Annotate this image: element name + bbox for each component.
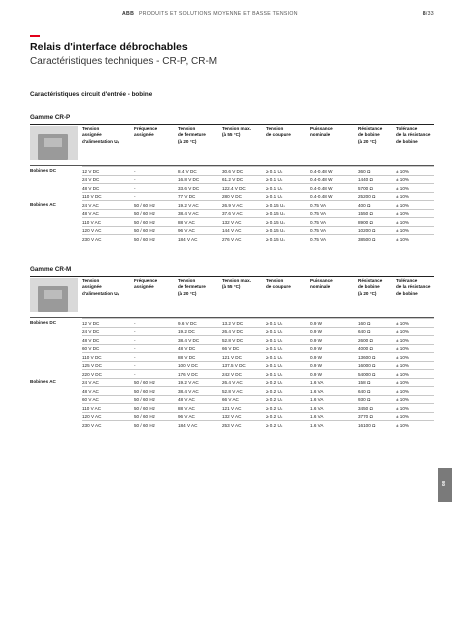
table-cell: 48 V AC xyxy=(178,397,195,403)
table-cell: 48 V DC xyxy=(82,337,100,343)
table-cell: 50 / 60 Hz xyxy=(134,405,155,411)
table-cell: 26.4 V AC xyxy=(222,380,243,386)
table-cell: 19.2 V AC xyxy=(178,380,199,386)
table-cell: 0.9 W xyxy=(310,346,322,352)
table-cell: 110 V AC xyxy=(82,405,102,411)
table-cell: ± 10% xyxy=(396,168,409,174)
table-cell: 0.4-0.48 W xyxy=(310,194,333,200)
table-cell: 38.4 V AC xyxy=(178,211,199,217)
table-cell: ≥ 0.1 Uₛ xyxy=(266,185,283,191)
table-cell: 66 V AC xyxy=(222,397,239,403)
table-cell: 2600 Ω xyxy=(358,337,373,343)
accent-bar xyxy=(30,35,40,37)
table-cell: - xyxy=(134,320,136,326)
table-cell: 110 V DC xyxy=(82,354,102,360)
table-cell: 144 V AC xyxy=(222,228,242,234)
table-cell: - xyxy=(134,371,136,377)
table-cell: ± 10% xyxy=(396,380,409,386)
table-cell: ≥ 0.1 Uₛ xyxy=(266,363,283,369)
table-cell: 66 V DC xyxy=(222,346,240,352)
crp-title: Gamme CR-P xyxy=(30,114,71,121)
table-cell: 1.6 VA xyxy=(310,380,324,386)
table-cell: ± 10% xyxy=(396,371,409,377)
page-title: Relais d'interface débrochables xyxy=(30,41,188,53)
table-cell: 37.6 V AC xyxy=(222,211,243,217)
column-header: Tension assignée d'alimentation Uₛ xyxy=(82,126,120,144)
table-cell: ± 10% xyxy=(396,219,409,225)
table-cell: 242 V DC xyxy=(222,371,242,377)
table-cell: 137.5 V DC xyxy=(222,363,246,369)
table-cell: 122.4 V DC xyxy=(222,185,246,191)
column-header: Tension de fermeture (à 20 °C) xyxy=(178,126,206,144)
table-cell: ± 10% xyxy=(396,346,409,352)
table-cell: ≥ 0.1 Uₛ xyxy=(266,354,283,360)
table-cell: 120 V AC xyxy=(82,228,102,234)
table-cell: 0.9 W xyxy=(310,354,322,360)
table-cell: ± 10% xyxy=(396,236,409,242)
table-cell: ± 10% xyxy=(396,354,409,360)
table-cell: 1440 Ω xyxy=(358,177,373,183)
table-cell: ≥ 0.15 Uₛ xyxy=(266,228,286,234)
table-cell: 48 V DC xyxy=(178,346,196,352)
table-cell: 158 Ω xyxy=(358,380,371,386)
table-cell: ± 10% xyxy=(396,177,409,183)
table-cell: ≥ 0.2 Uₛ xyxy=(266,380,283,386)
table-cell: ± 10% xyxy=(396,228,409,234)
section-heading: Caractéristiques circuit d'entrée - bobine xyxy=(30,91,153,98)
table-cell: 100 V DC xyxy=(178,363,198,369)
table-cell: 50 / 60 Hz xyxy=(134,388,155,394)
table-cell: 12 V DC xyxy=(82,320,100,326)
table-cell: 77 V DC xyxy=(178,194,196,200)
table-cell: ≥ 0.15 Uₛ xyxy=(266,219,286,225)
table-cell: ± 10% xyxy=(396,422,409,428)
table-cell: 30.6 V DC xyxy=(222,168,244,174)
table-cell: ± 10% xyxy=(396,337,409,343)
column-header: Puissance nominale xyxy=(310,126,333,138)
table-cell: 8.4 V DC xyxy=(178,168,197,174)
table-cell: 24 V DC xyxy=(82,329,100,335)
table-cell: 38500 Ω xyxy=(358,236,376,242)
table-cell: 0.9 W xyxy=(310,371,322,377)
table-cell: 24 V AC xyxy=(82,202,99,208)
table-cell: 640 Ω xyxy=(358,388,371,394)
table-cell: ≥ 0.1 Uₛ xyxy=(266,346,283,352)
table-cell: 52.8 V DC xyxy=(222,337,244,343)
column-header: Tension de coupure xyxy=(266,278,291,290)
table-cell: 360 Ω xyxy=(358,168,371,174)
column-header: Résistance de bobine (à 20 °C) xyxy=(358,126,383,144)
table-cell: 176 V DC xyxy=(178,371,198,377)
table-cell: 19.2 DC xyxy=(178,329,195,335)
page-header xyxy=(0,10,452,22)
table-cell: 25200 Ω xyxy=(358,194,376,200)
crm-dc-label: Bobines DC xyxy=(30,319,57,325)
table-cell: 121 V AC xyxy=(222,405,242,411)
table-cell: 60 V DC xyxy=(82,346,100,352)
table-cell: 96 V AC xyxy=(178,414,195,420)
table-cell: 0.9 W xyxy=(310,337,322,343)
table-cell: 121 V DC xyxy=(222,354,242,360)
table-cell: 48 V DC xyxy=(82,185,100,191)
table-cell: ± 10% xyxy=(396,397,409,403)
table-cell: 13.2 V DC xyxy=(222,320,244,326)
table-cell: ≥ 0.1 Uₛ xyxy=(266,371,283,377)
chapter-tab[interactable]: 08 xyxy=(438,468,452,502)
table-cell: 220 V DC xyxy=(82,371,102,377)
table-cell: 930 Ω xyxy=(358,397,371,403)
table-cell: 160 Ω xyxy=(358,320,371,326)
table-cell: 88 V AC xyxy=(178,219,195,225)
table-cell: 1.6 VA xyxy=(310,388,324,394)
table-cell: 276 V AC xyxy=(222,236,242,242)
table-cell: - xyxy=(134,177,136,183)
table-cell: 0.75 VA xyxy=(310,211,327,217)
table-cell: 24 V AC xyxy=(82,380,99,386)
page-subtitle: Caractéristiques techniques - CR-P, CR-M xyxy=(30,56,218,67)
table-cell: ± 10% xyxy=(396,320,409,326)
table-cell: 19.2 V AC xyxy=(178,202,199,208)
column-header: Tolérance de la résistance de bobine xyxy=(396,278,431,296)
table-cell: ± 10% xyxy=(396,185,409,191)
table-cell: 0.4-0.48 W xyxy=(310,185,333,191)
table-cell: 0.9 W xyxy=(310,320,322,326)
table-cell: 50 / 60 Hz xyxy=(134,202,155,208)
table-cell: 12 V DC xyxy=(82,168,100,174)
table-cell: 26.4 V DC xyxy=(222,329,244,335)
table-cell: 0.9 W xyxy=(310,363,322,369)
table-cell: 50 / 60 Hz xyxy=(134,211,155,217)
table-cell: 1.6 VA xyxy=(310,414,324,420)
table-cell: 230 V AC xyxy=(82,422,102,428)
table-cell: 125 V DC xyxy=(82,363,102,369)
table-cell: 50 / 60 Hz xyxy=(134,414,155,420)
table-row xyxy=(82,234,434,244)
table-cell: 110 V DC xyxy=(82,194,102,200)
table-cell: 0.4-0.48 W xyxy=(310,177,333,183)
column-header: Tension max. (à 55 °C) xyxy=(222,278,252,290)
table-cell: ± 10% xyxy=(396,388,409,394)
table-cell: ≥ 0.1 Uₛ xyxy=(266,168,283,174)
table-cell: 38.4 V AC xyxy=(178,388,199,394)
column-header: Tension assignée d'alimentation Uₛ xyxy=(82,278,120,296)
table-cell: - xyxy=(134,185,136,191)
table-cell: 1.6 VA xyxy=(310,397,324,403)
table-cell: 88 V AC xyxy=(178,405,195,411)
crp-product-image xyxy=(30,126,78,160)
table-cell: ≥ 0.2 Uₛ xyxy=(266,405,283,411)
table-cell: ≥ 0.1 Uₛ xyxy=(266,177,283,183)
table-cell: 88 V DC xyxy=(178,354,196,360)
table-cell: 184 V AC xyxy=(178,236,198,242)
column-header: Tolérance de la résistance de bobine xyxy=(396,126,431,144)
table-cell: ≥ 0.1 Uₛ xyxy=(266,329,283,335)
table-cell: 132 V AC xyxy=(222,219,242,225)
table-cell: - xyxy=(134,346,136,352)
table-cell: 0.4-0.48 W xyxy=(310,168,333,174)
table-cell: 0.75 VA xyxy=(310,219,327,225)
table-cell: 38.4 V DC xyxy=(178,337,200,343)
table-cell: ≥ 0.2 Uₛ xyxy=(266,422,283,428)
crm-ac-label: Bobines AC xyxy=(30,379,56,385)
table-cell: 24 V DC xyxy=(82,177,100,183)
table-cell: 640 Ω xyxy=(358,329,371,335)
table-cell: 50 / 60 Hz xyxy=(134,219,155,225)
table-cell: - xyxy=(134,168,136,174)
table-cell: 3770 Ω xyxy=(358,414,373,420)
table-cell: ± 10% xyxy=(396,329,409,335)
table-cell: ≥ 0.15 Uₛ xyxy=(266,202,286,208)
table-cell: 120 V AC xyxy=(82,414,102,420)
table-cell: 253 V AC xyxy=(222,422,242,428)
table-cell: 54000 Ω xyxy=(358,371,376,377)
column-header: Fréquence assignée xyxy=(134,126,158,138)
table-cell: ≥ 0.1 Uₛ xyxy=(266,320,283,326)
table-row xyxy=(82,420,434,430)
table-cell: 230 V AC xyxy=(82,236,102,242)
column-header: Tension de fermeture (à 20 °C) xyxy=(178,278,206,296)
table-cell: 0.9 W xyxy=(310,329,322,335)
table-cell: 0.75 VA xyxy=(310,228,327,234)
table-cell: 1.6 VA xyxy=(310,422,324,428)
table-cell: 10200 Ω xyxy=(358,228,376,234)
table-cell: 3450 Ω xyxy=(358,405,373,411)
table-cell: - xyxy=(134,354,136,360)
table-cell: - xyxy=(134,337,136,343)
table-cell: 400 Ω xyxy=(358,202,371,208)
header-subtitle: PRODUITS ET SOLUTIONS MOYENNE ET BASSE TENSION xyxy=(139,11,298,17)
crp-top-rule xyxy=(30,124,434,125)
table-cell: ≥ 0.2 Uₛ xyxy=(266,397,283,403)
crp-ac-label: Bobines AC xyxy=(30,201,56,207)
column-header: Résistance de bobine (à 20 °C) xyxy=(358,278,383,296)
table-cell: ± 10% xyxy=(396,405,409,411)
table-cell: ≥ 0.15 Uₛ xyxy=(266,211,286,217)
table-cell: 52.8 V AC xyxy=(222,388,243,394)
table-cell: ± 10% xyxy=(396,194,409,200)
table-cell: - xyxy=(134,194,136,200)
table-cell: 9.6 V DC xyxy=(178,320,197,326)
column-header: Tension max. (à 55 °C) xyxy=(222,126,252,138)
column-header: Tension de coupure xyxy=(266,126,291,138)
table-cell: ± 10% xyxy=(396,414,409,420)
crm-top-rule xyxy=(30,276,434,277)
table-cell: 16100 Ω xyxy=(358,422,376,428)
table-cell: 8900 Ω xyxy=(358,219,373,225)
crm-product-image xyxy=(30,278,78,312)
table-cell: 50 / 60 Hz xyxy=(134,228,155,234)
table-cell: 33.6 V DC xyxy=(178,185,200,191)
table-cell: 16000 Ω xyxy=(358,363,376,369)
table-cell: 0.75 VA xyxy=(310,202,327,208)
table-cell: ± 10% xyxy=(396,363,409,369)
table-cell: - xyxy=(134,329,136,335)
table-cell: 5700 Ω xyxy=(358,185,373,191)
brand-logo: ABB xyxy=(122,11,135,17)
table-cell: ≥ 0.2 Uₛ xyxy=(266,414,283,420)
table-cell: ≥ 0.15 Uₛ xyxy=(266,236,286,242)
table-cell: 96 V AC xyxy=(178,228,195,234)
table-cell: ± 10% xyxy=(396,202,409,208)
table-cell: 50 / 60 Hz xyxy=(134,380,155,386)
column-header: Fréquence assignée xyxy=(134,278,158,290)
table-cell: 4000 Ω xyxy=(358,346,373,352)
table-cell: 0.75 VA xyxy=(310,236,327,242)
table-cell: 184 V AC xyxy=(178,422,198,428)
table-cell: 26.9 V AC xyxy=(222,202,243,208)
table-cell: 280 V DC xyxy=(222,194,242,200)
table-cell: 110 V AC xyxy=(82,219,102,225)
table-cell: 1.6 VA xyxy=(310,405,324,411)
table-cell: 13600 Ω xyxy=(358,354,376,360)
table-cell: 50 / 60 Hz xyxy=(134,236,155,242)
table-cell: ≥ 0.1 Uₛ xyxy=(266,194,283,200)
table-cell: 48 V AC xyxy=(82,388,99,394)
table-cell: ≥ 0.1 Uₛ xyxy=(266,337,283,343)
table-cell: 50 / 60 Hz xyxy=(134,422,155,428)
table-cell: 48 V AC xyxy=(82,211,99,217)
table-cell: 16.8 V DC xyxy=(178,177,200,183)
column-header: Puissance nominale xyxy=(310,278,333,290)
table-cell: 61.2 V DC xyxy=(222,177,244,183)
page-number: 8/33 xyxy=(422,11,434,17)
table-cell: ± 10% xyxy=(396,211,409,217)
table-cell: 50 / 60 Hz xyxy=(134,397,155,403)
table-cell: 132 V AC xyxy=(222,414,242,420)
table-cell: ≥ 0.2 Uₛ xyxy=(266,388,283,394)
table-cell: 60 V AC xyxy=(82,397,99,403)
table-cell: 1550 Ω xyxy=(358,211,373,217)
crp-dc-label: Bobines DC xyxy=(30,167,57,173)
table-cell: - xyxy=(134,363,136,369)
crm-title: Gamme CR-M xyxy=(30,266,72,273)
